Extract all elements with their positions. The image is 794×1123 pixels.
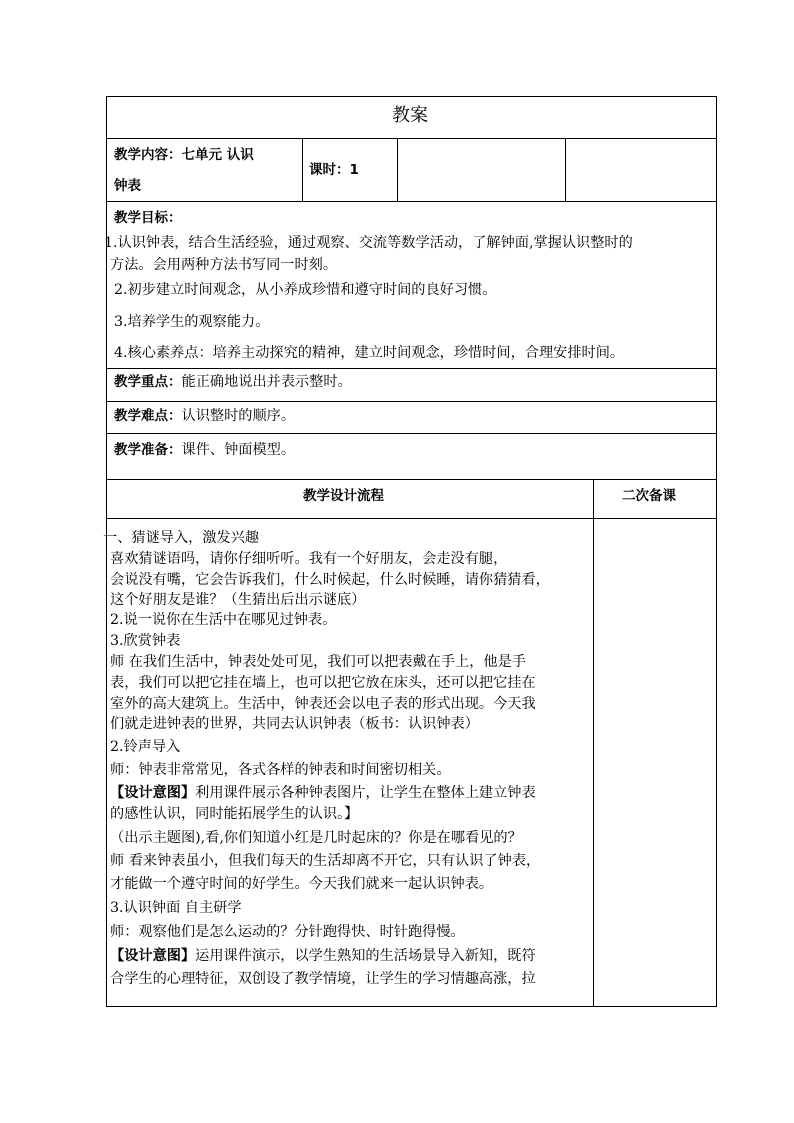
design-intent-tag: 【设计意图】 bbox=[110, 785, 196, 801]
flow-line: 师 看来钟表虽小，但我们每天的生活却离不开它，只有认识了钟表， bbox=[110, 853, 541, 869]
flow-line: 的感性认识，同时能拓展学生的认识。】 bbox=[110, 806, 359, 822]
hours-label bbox=[309, 161, 359, 179]
flow-header-left: 教学设计流程 bbox=[303, 488, 384, 504]
flow-line: （出示主题图),看,你们知道小红是几时起床的？你是在哪看见的？ bbox=[110, 830, 522, 846]
goal-line: 方法。会用两种方法书写同一时刻。 bbox=[110, 257, 338, 273]
difficulty-row bbox=[114, 407, 295, 425]
key-point-row bbox=[114, 373, 352, 391]
flow-line: 喜欢猜谜语吗，请你仔细听听。我有一个好朋友，会走没有腿， bbox=[110, 551, 508, 567]
preparation-value: 课件、钟面模型。 bbox=[181, 442, 296, 458]
table-rule bbox=[565, 138, 566, 202]
goal-line: 1.认识钟表，结合生活经验，通过观察、交流等数学活动，了解钟面,掌握认识整时的 bbox=[104, 235, 633, 251]
table-rule bbox=[106, 138, 717, 139]
flow-line: 2.说一说你在生活中在哪见过钟表。 bbox=[110, 612, 337, 628]
flow-line: 室外的高大建筑上。生活中，钟表还会以电子表的形式出现。今天我 bbox=[110, 696, 536, 712]
content-label-text: 教学内容： bbox=[114, 147, 182, 163]
table-rule bbox=[593, 479, 594, 1007]
content-value-line1: 七单元 认识 bbox=[181, 147, 254, 163]
flow-line: 师 在我们生活中，钟表处处可见，我们可以把表戴在手上，他是手 bbox=[110, 654, 526, 670]
goal-line: 2.初步建立时间观念，从小养成珍惜和遵守时间的良好习惯。 bbox=[114, 282, 497, 298]
flow-line: 一、猜谜导入，激发兴趣 bbox=[103, 530, 260, 546]
flow-line: 师：观察他们是怎么运动的？分针跑得快、时针跑得慢。 bbox=[110, 924, 465, 940]
table-rule bbox=[106, 518, 717, 519]
table-rule bbox=[106, 479, 717, 480]
flow-line: 3.认识钟面 自主研学 bbox=[110, 900, 242, 916]
page-title: 教案 bbox=[392, 105, 428, 126]
hours-label-text: 课时： bbox=[309, 162, 350, 178]
goal-line: 3.培养学生的观察能力。 bbox=[114, 314, 270, 330]
preparation-row bbox=[114, 441, 295, 459]
table-border-left bbox=[106, 96, 107, 1007]
hours-value: 1 bbox=[349, 162, 359, 178]
key-point-label: 教学重点： bbox=[114, 374, 182, 390]
key-point-value: 能正确地说出并表示整时。 bbox=[181, 374, 352, 390]
table-rule bbox=[106, 433, 717, 434]
table-rule bbox=[106, 401, 717, 402]
flow-line: 师：钟表非常常见，各式各样的钟表和时间密切相关。 bbox=[110, 762, 451, 778]
flow-line: 表，我们可以把它挂在墙上，也可以把它放在床头，还可以把它挂在 bbox=[110, 675, 536, 691]
content-label bbox=[114, 146, 254, 164]
flow-header-right: 二次备课 bbox=[622, 488, 676, 504]
flow-line: 【设计意图】运用课件演示，以学生熟知的生活场景导入新知，既符 bbox=[110, 948, 536, 964]
difficulty-label: 教学难点： bbox=[114, 408, 182, 424]
content-value-line2: 钟表 bbox=[114, 178, 141, 194]
table-rule bbox=[302, 138, 303, 202]
flow-line: 3.欣赏钟表 bbox=[110, 633, 181, 649]
table-rule bbox=[106, 368, 717, 369]
preparation-label: 教学准备： bbox=[114, 442, 182, 458]
flow-line: 2.铃声导入 bbox=[110, 739, 181, 755]
flow-line: 才能做一个遵守时间的好学生。今天我们就来一起认识钟表。 bbox=[110, 876, 494, 892]
table-rule bbox=[397, 138, 398, 202]
table-rule bbox=[106, 201, 717, 202]
flow-line: 【设计意图】利用课件展示各种钟表图片，让学生在整体上建立钟表 bbox=[110, 785, 536, 801]
table-border-right bbox=[716, 96, 717, 1007]
flow-line: 合学生的心理特征，双创设了教学情境，让学生的学习情趣高涨，拉 bbox=[110, 971, 536, 987]
table-border-top bbox=[106, 96, 717, 97]
goal-line: 4.核心素养点：培养主动探究的精神，建立时间观念，珍惜时间，合理安排时间。 bbox=[114, 345, 625, 361]
goals-label: 教学目标： bbox=[114, 210, 182, 226]
flow-line: 会说没有嘴，它会告诉我们，什么时候起，什么时候睡，请你猜猜看， bbox=[110, 572, 550, 588]
flow-line: 这个好朋友是谁？（生猜出后出示谜底） bbox=[110, 592, 366, 608]
table-border-bottom bbox=[106, 1006, 717, 1007]
flow-line: 们就走进钟表的世界，共同去认识钟表（板书：认识钟表） bbox=[110, 716, 479, 732]
difficulty-value: 认识整时的顺序。 bbox=[181, 408, 296, 424]
design-intent-tag: 【设计意图】 bbox=[110, 948, 196, 964]
